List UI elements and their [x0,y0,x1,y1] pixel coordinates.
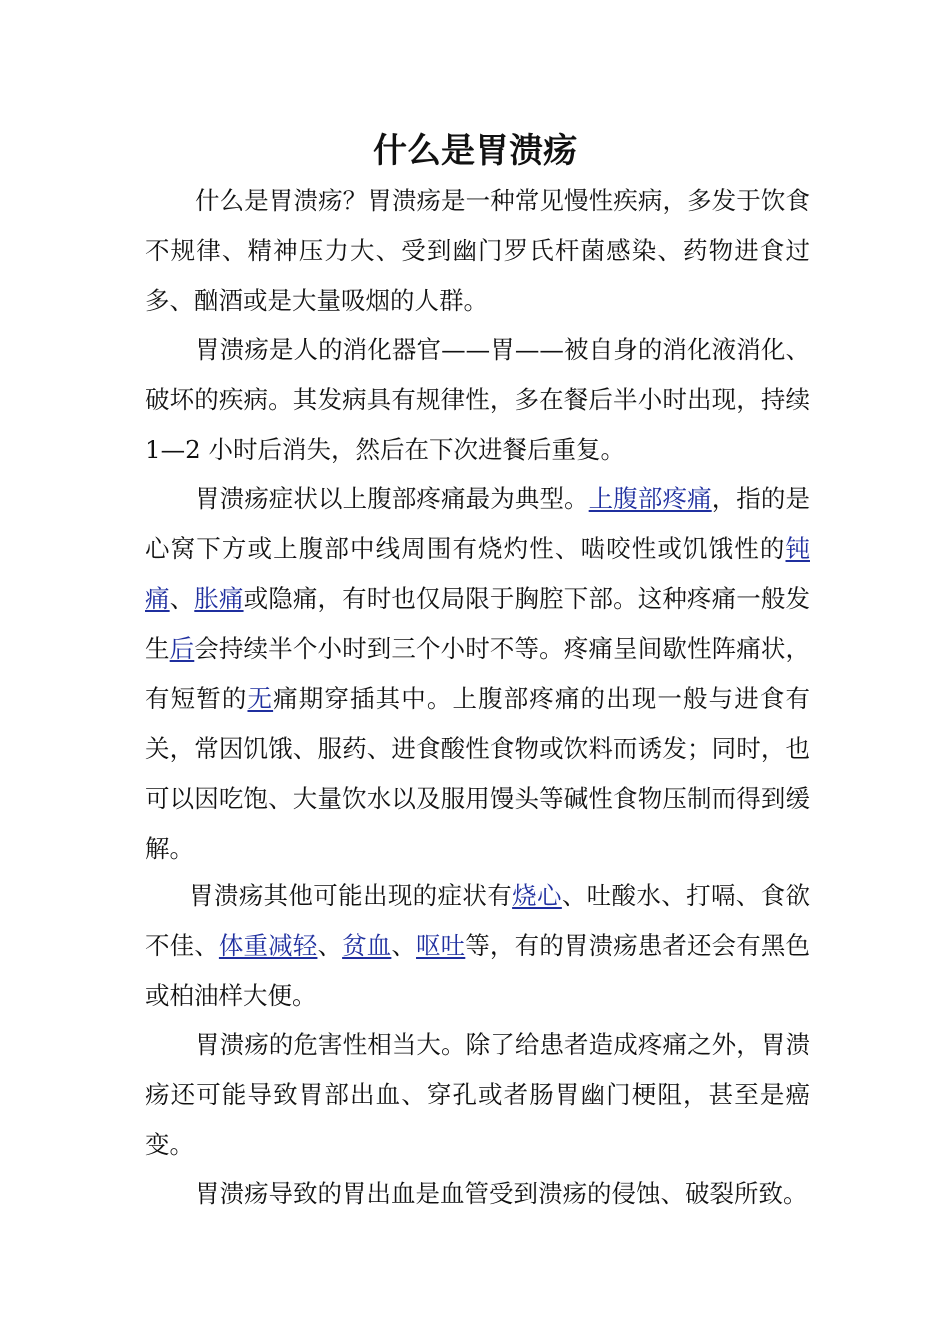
link-no[interactable]: 无 [247,684,274,713]
paragraph-definition: 胃溃疡是人的消化器官——胃——被自身的消化液消化、破坏的疾病。其发病具有规律性，多在餐后半小时出现，持续 1—2 小时后消失，然后在下次进餐后重复。 [145,335,810,464]
text-segment: 、 [317,931,343,960]
link-after[interactable]: 后 [169,634,195,663]
paragraph-bleeding: 胃溃疡导致的胃出血是血管受到溃疡的侵蚀、破裂所致。 [195,1179,808,1208]
text-segment: 、 [391,931,417,960]
text-segment: 胃溃疡其他可能出现的症状有 [189,881,513,910]
paragraph-what-is-gastric-ulcer: 什么是胃溃疡？胃溃疡是一种常见慢性疾病，多发于饮食不规律、精神压力大、受到幽门罗氏杆菌感染、药物进食过多、酗酒或是大量吸烟的人群。 [145,186,810,315]
link-vomiting[interactable]: 呕吐 [416,931,466,960]
link-distending-pain[interactable]: 胀痛 [194,584,244,613]
paragraph-harm: 胃溃疡的危害性相当大。除了给患者造成疼痛之外，胃溃疡还可能导致胃部出血、穿孔或者肠胃幽门梗阻，甚至是癌变。 [145,1030,810,1159]
text-segment: 或隐痛，有时也仅局限于胸腔下部。这种疼痛一般发生 [145,584,811,663]
link-weight-loss[interactable]: 体重减轻 [218,931,318,960]
text-segment: 痛期穿插其中。上腹部疼痛的出现一般与进食有关，常因饥饿、服药、进食酸性食物或饮料而诱发；同时，也可以因吃饱、大量饮水以及服用馒头等碱性食物压制而得到缓解。 [145,684,811,863]
text-segment: 等，有的胃溃疡患者还会有黑色或柏油样大便。 [145,931,811,1010]
text-segment: 、吐酸水、打嗝、食欲不佳、 [145,881,811,960]
link-anemia[interactable]: 贫血 [342,931,392,960]
paragraph-other-symptoms [145,871,810,1021]
link-heartburn[interactable]: 烧心 [512,881,562,910]
text-segment: 、 [169,584,195,613]
link-upper-abdominal-pain[interactable]: 上腹部疼痛 [588,484,712,513]
link-dull-pain[interactable]: 钝痛 [145,534,810,613]
text-segment: 胃溃疡症状以上腹部疼痛最为典型。 [195,484,589,513]
text-segment: ，指的是心窝下方或上腹部中线周围有烧灼性、啮咬性或饥饿性的 [145,484,811,563]
document-title: 什么是胃溃疡 [373,131,577,171]
paragraph-symptoms-pain [145,474,810,874]
text-segment: 会持续半个小时到三个小时不等。疼痛呈间歇性阵痛状，有短暂的 [145,634,811,713]
